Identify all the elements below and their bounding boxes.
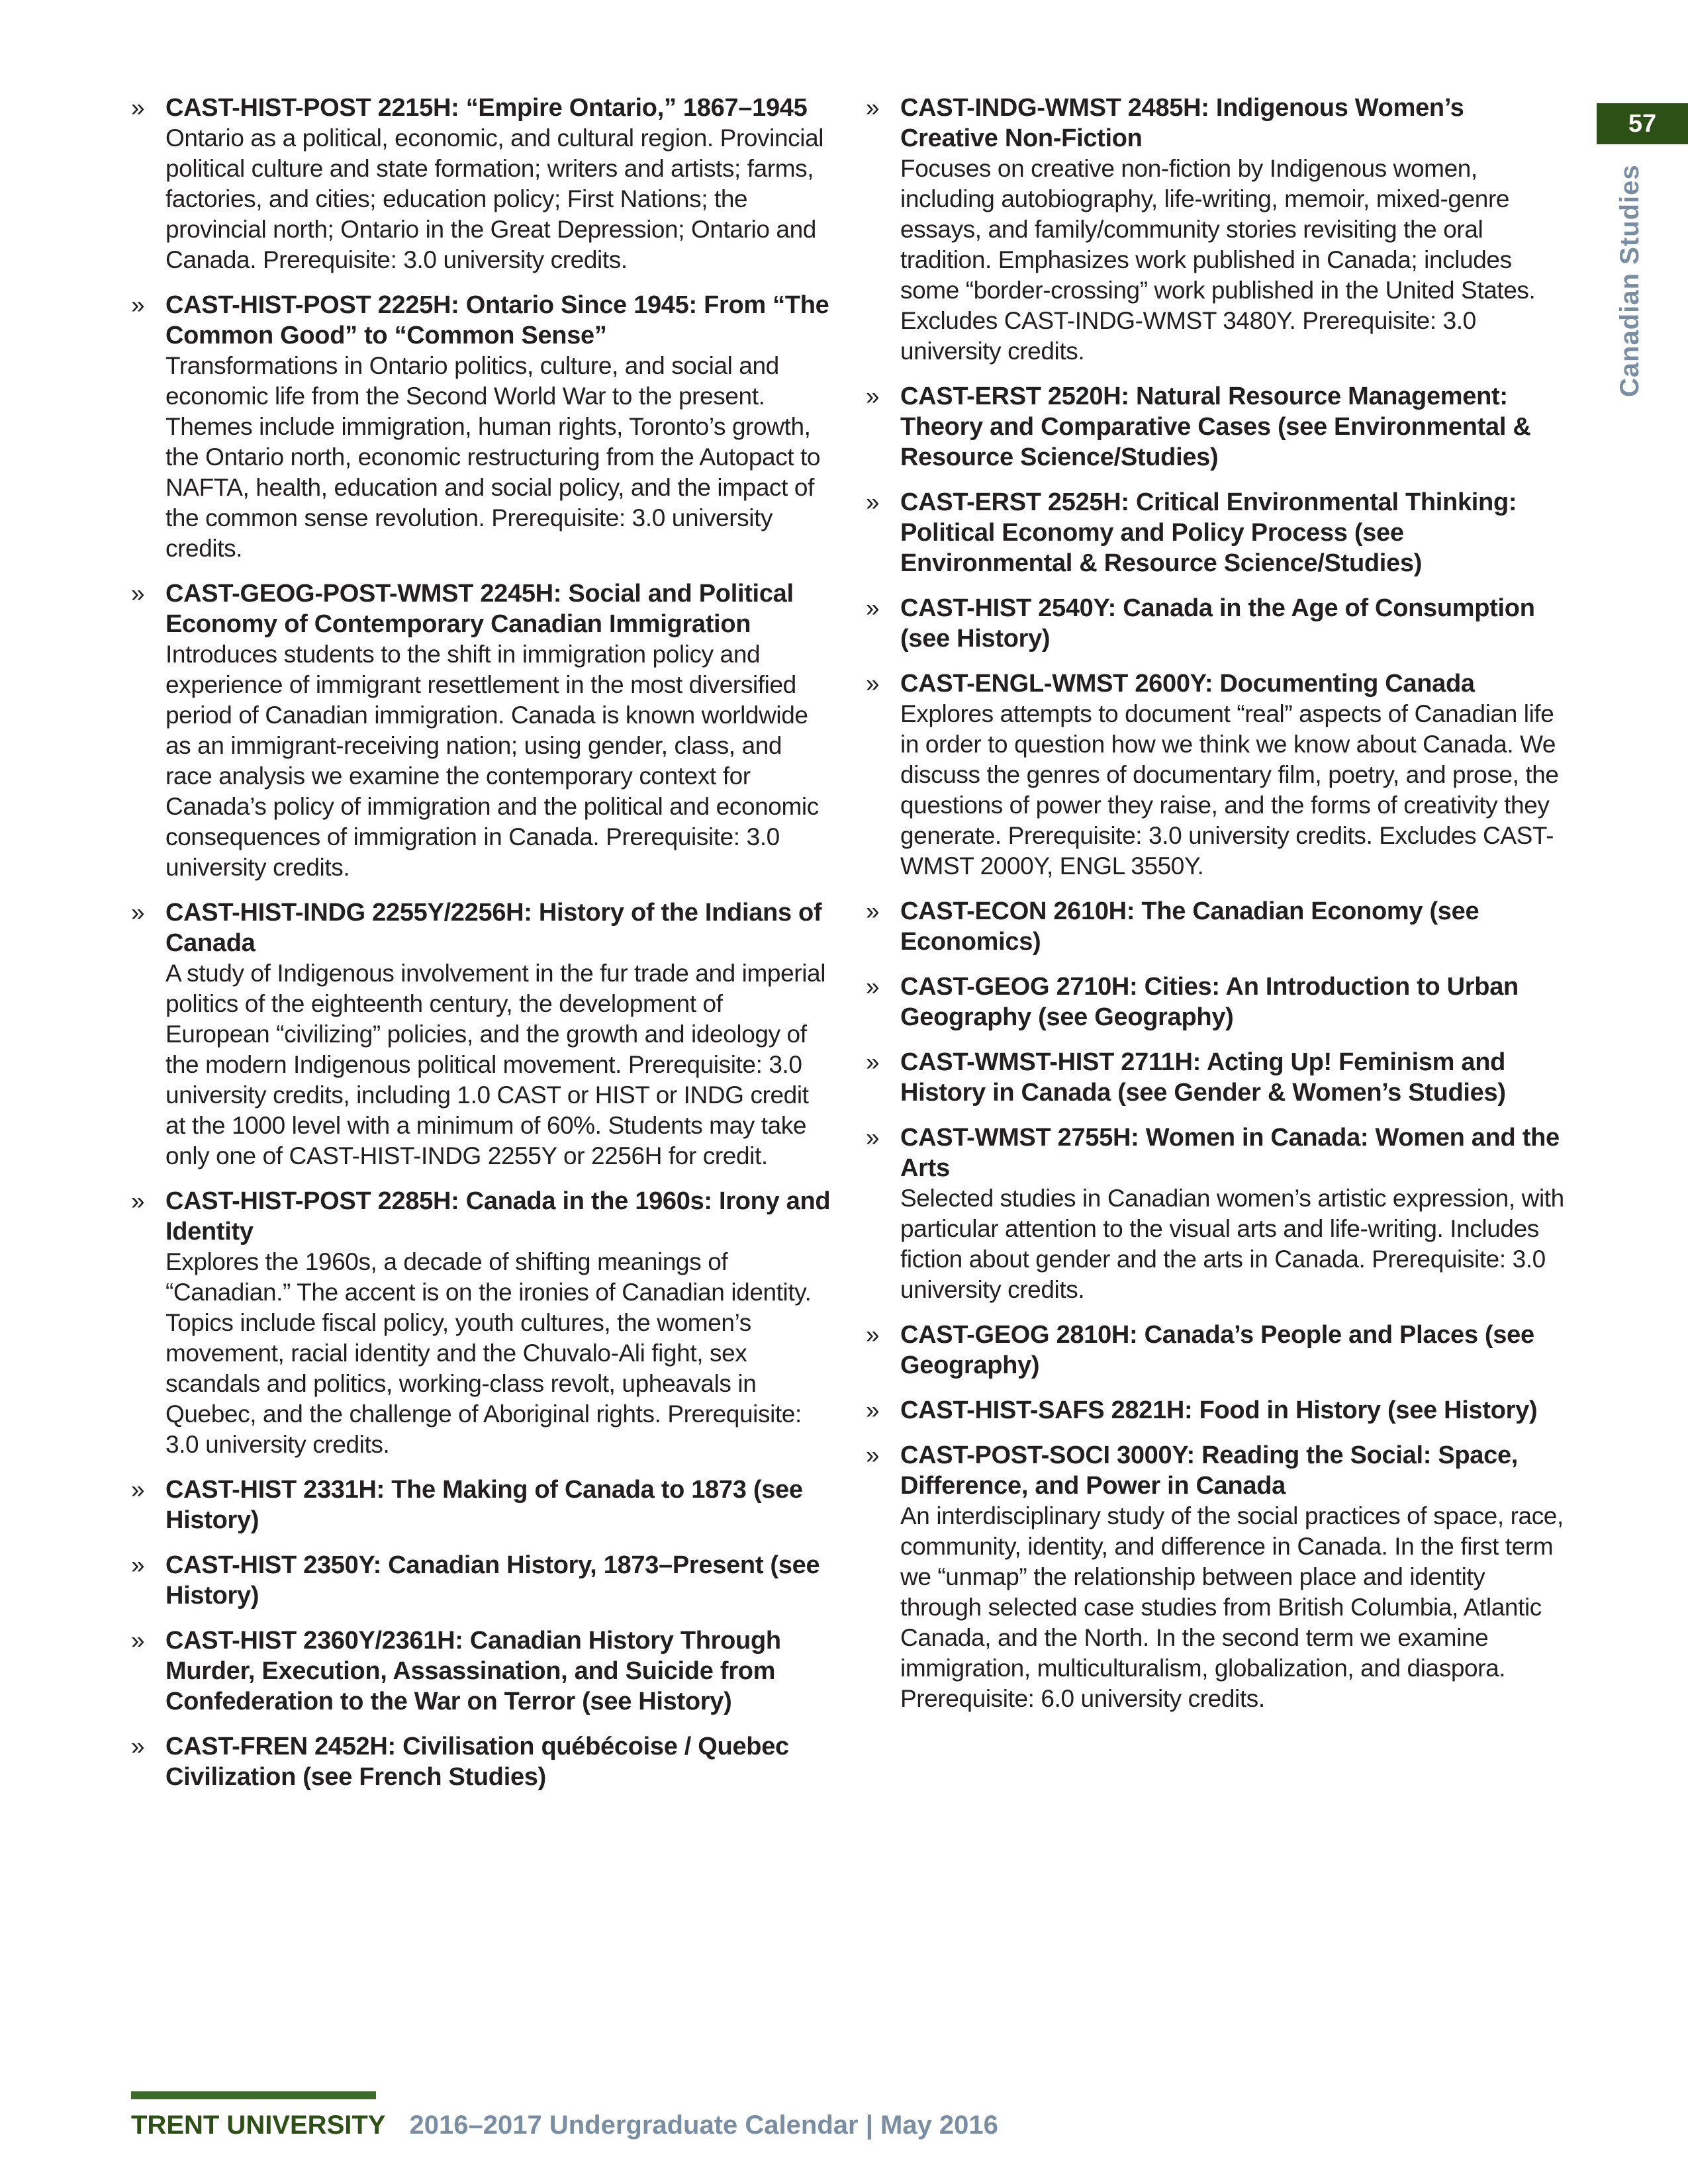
course-description: A study of Indigenous involvement in the fur trade and imperial politics of the eighteenth century, the development of European “civilizing” policies, and the growth and ideology of the modern Indigenous political movement. Prerequisite: 3.0 university credits, including 1.0 CAST or HIST or INDG credit at the 1000 level with a minimum of 60%. Students may take only one of CAST-HIST-INDG 2255Y or 2256H for credit.	[165, 960, 826, 1169]
course-title: CAST-FREN 2452H: Civilisation québécoise / Quebec Civilization (see French Studies)	[165, 1733, 789, 1791]
bullet-marker: »	[131, 899, 145, 926]
course-entry	[866, 1395, 1568, 1426]
footer	[131, 2109, 998, 2142]
course-entry	[866, 972, 1568, 1032]
bullet-marker: »	[131, 291, 145, 318]
bullet-marker: »	[131, 94, 145, 121]
footer-university: TRENT UNIVERSITY	[131, 2111, 386, 2140]
course-entry	[131, 578, 833, 883]
bullet-marker: »	[131, 1187, 145, 1214]
course-entry	[131, 897, 833, 1171]
course-entry	[866, 896, 1568, 957]
bullet-marker: »	[866, 973, 880, 1000]
left-column	[131, 93, 833, 1807]
bullet-marker: »	[866, 1048, 880, 1075]
course-title: CAST-HIST-POST 2215H: “Empire Ontario,” 1867–1945	[165, 94, 808, 122]
course-entry	[866, 1122, 1568, 1305]
course-title: CAST-HIST-POST 2285H: Canada in the 1960s: Irony and Identity	[165, 1187, 831, 1246]
right-column	[866, 93, 1568, 1729]
course-entry	[866, 1320, 1568, 1381]
course-entry	[866, 487, 1568, 578]
bullet-marker: »	[866, 594, 880, 621]
course-entry	[866, 668, 1568, 882]
course-description: Explores the 1960s, a decade of shifting meanings of “Canadian.” The accent is on the ironies of Canadian identity. Topics include fiscal policy, youth cultures, the women’s movement, racial identity and the Chuvalo-Ali fight, sex scandals and politics, working-class revolt, upheavals in Quebec, and the challenge of Aboriginal rights. Prerequisite: 3.0 university credits.	[165, 1248, 812, 1458]
course-title: CAST-POST-SOCI 3000Y: Reading the Social: Space, Difference, and Power in Canada	[900, 1441, 1519, 1500]
course-title: CAST-ENGL-WMST 2600Y: Documenting Canada	[900, 670, 1475, 698]
bullet-marker: »	[866, 670, 880, 697]
course-description: Explores attempts to document “real” aspects of Canadian life in order to question how we think we know about Canada. We discuss the genres of documentary film, poetry, and prose, the questions of power they raise, and the forms of creativity they generate. Prerequisite: 3.0 university credits. Excludes CAST-WMST 2000Y, ENGL 3550Y.	[900, 700, 1559, 880]
footer-rule	[131, 2091, 376, 2099]
course-title: CAST-WMST 2755H: Women in Canada: Women and the Arts	[900, 1124, 1560, 1182]
course-description: Ontario as a political, economic, and cultural region. Provincial political culture and state formation; writers and artists; farms, factories, and cities; education policy; First Nations; the provincial north; Ontario in the Great Depression; Ontario and Canada. Prerequisite: 3.0 university credits.	[165, 124, 824, 273]
course-entry	[131, 1625, 833, 1717]
course-entry	[131, 290, 833, 564]
course-entry	[131, 1550, 833, 1611]
bullet-marker: »	[131, 1551, 145, 1578]
course-title: CAST-GEOG 2710H: Cities: An Introduction to Urban Geography (see Geography)	[900, 973, 1519, 1031]
course-entry	[131, 1186, 833, 1460]
bullet-marker: »	[131, 1733, 145, 1760]
footer-calendar: 2016–2017 Undergraduate Calendar | May 2016	[409, 2111, 998, 2140]
course-description: Transformations in Ontario politics, culture, and social and economic life from the Second World War to the present. Themes include immigration, human rights, Toronto’s growth, the Ontario north, economic restructuring from the Autopact to NAFTA, health, education and social policy, and the impact of the common sense revolution. Prerequisite: 3.0 university credits.	[165, 352, 821, 562]
course-title: CAST-WMST-HIST 2711H: Acting Up! Feminism and History in Canada (see Gender & Women’s Studies)	[900, 1048, 1506, 1107]
course-title: CAST-HIST 2350Y: Canadian History, 1873–Present (see History)	[165, 1551, 820, 1610]
course-title: CAST-ERST 2525H: Critical Environmental Thinking: Political Economy and Policy Process (see Environmental & Resource Science/Studies)	[900, 488, 1517, 577]
bullet-marker: »	[866, 488, 880, 516]
course-title: CAST-GEOG-POST-WMST 2245H: Social and Political Economy of Contemporary Canadian Immigration	[165, 580, 794, 638]
course-title: CAST-HIST 2331H: The Making of Canada to 1873 (see History)	[165, 1476, 803, 1534]
section-side-title: Canadian Studies	[1615, 164, 1644, 397]
bullet-marker: »	[866, 1124, 880, 1151]
course-entry	[866, 93, 1568, 367]
course-description: Selected studies in Canadian women’s artistic expression, with particular attention to the visual arts and life-writing. Includes fiction about gender and the arts in Canada. Prerequisite: 3.0 university credits.	[900, 1185, 1564, 1303]
course-description: Focuses on creative non-fiction by Indigenous women, including autobiography, life-writing, memoir, mixed-genre essays, and family/community stories revisiting the oral tradition. Emphasizes work published in Canada; includes some “border-crossing” work published in the United States. Excludes CAST-INDG-WMST 3480Y. Prerequisite: 3.0 university credits.	[900, 155, 1536, 365]
course-entry	[131, 1731, 833, 1792]
course-entry	[131, 93, 833, 275]
bullet-marker: »	[131, 580, 145, 607]
course-title: CAST-HIST-INDG 2255Y/2256H: History of the Indians of Canada	[165, 899, 822, 957]
course-entry	[866, 1440, 1568, 1714]
bullet-marker: »	[866, 383, 880, 410]
course-title: CAST-HIST-POST 2225H: Ontario Since 1945: From “The Common Good” to “Common Sense”	[165, 291, 829, 349]
course-title: CAST-HIST-SAFS 2821H: Food in History (see History)	[900, 1396, 1538, 1424]
bullet-marker: »	[866, 1441, 880, 1469]
course-entry	[866, 381, 1568, 473]
bullet-marker: »	[131, 1627, 145, 1654]
bullet-marker: »	[866, 897, 880, 925]
course-title: CAST-INDG-WMST 2485H: Indigenous Women’s Creative Non-Fiction	[900, 94, 1464, 152]
course-description: Introduces students to the shift in immigration policy and experience of immigrant resettlement in the most diversified period of Canadian immigration. Canada is known worldwide as an immigrant-receiving nation; using gender, class, and race analysis we examine the contemporary context for Canada’s policy of immigration and the political and economic consequences of immigration in Canada. Prerequisite: 3.0 university credits.	[165, 641, 819, 881]
course-title: CAST-HIST 2360Y/2361H: Canadian History Through Murder, Execution, Assassination, and Suicide from Confederation to the War on Terror (see History)	[165, 1627, 781, 1715]
course-title: CAST-ERST 2520H: Natural Resource Management: Theory and Comparative Cases (see Environmental & Resource Science/Studies)	[900, 383, 1531, 471]
course-entry	[131, 1475, 833, 1535]
bullet-marker: »	[866, 94, 880, 121]
bullet-marker: »	[131, 1476, 145, 1503]
course-description: An interdisciplinary study of the social practices of space, race, community, identity, and difference in Canada. In the first term we “unmap” the relationship between place and identity through selected case studies from British Columbia, Atlantic Canada, and the North. In the second term we examine immigration, multiculturalism, globalization, and diaspora. Prerequisite: 6.0 university credits.	[900, 1502, 1564, 1712]
course-title: CAST-HIST 2540Y: Canada in the Age of Consumption (see History)	[900, 594, 1535, 653]
bullet-marker: »	[866, 1396, 880, 1424]
course-title: CAST-ECON 2610H: The Canadian Economy (see Economics)	[900, 897, 1479, 956]
bullet-marker: »	[866, 1321, 880, 1348]
course-title: CAST-GEOG 2810H: Canada’s People and Places (see Geography)	[900, 1321, 1534, 1379]
course-entry	[866, 1047, 1568, 1108]
page-number-tab: 57	[1597, 103, 1688, 144]
course-entry	[866, 593, 1568, 654]
